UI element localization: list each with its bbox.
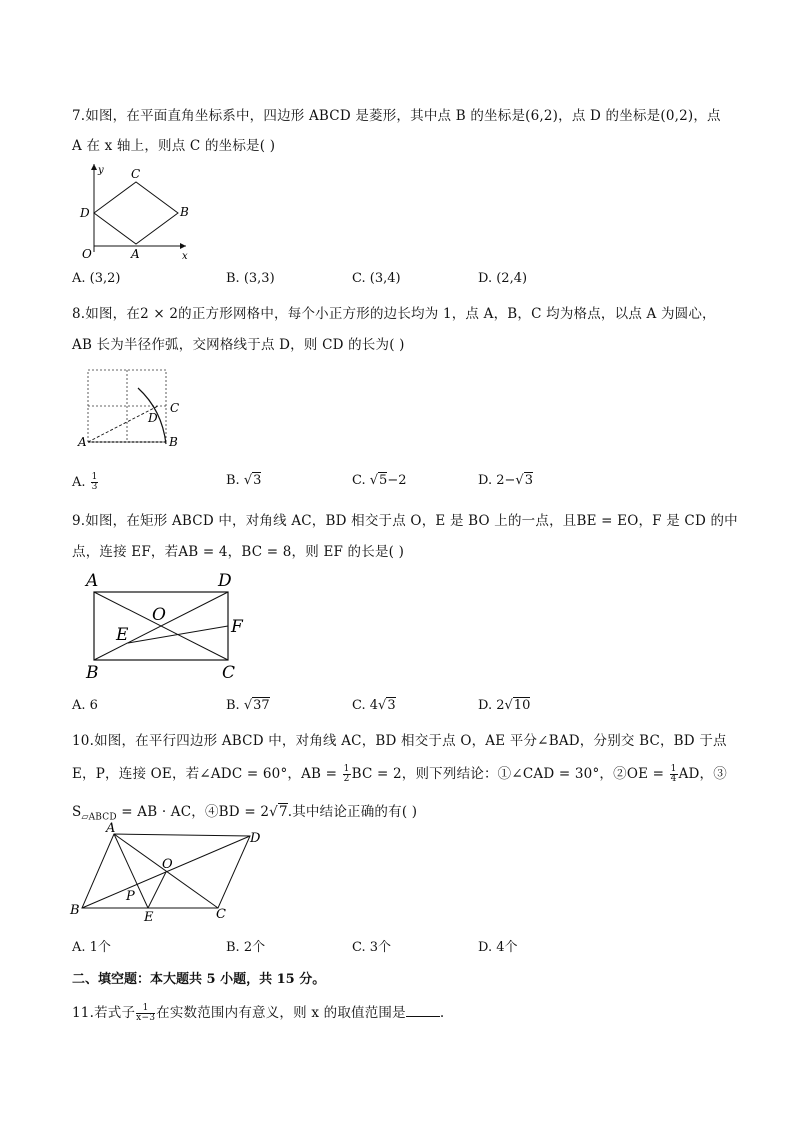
q7-option-a[interactable]: A. (3,2)	[72, 271, 121, 286]
q8-text-line1: 8.如图，在2 × 2的正方形网格中，每个小正方形的边长均为 1，点 A，B，C 均为格点，以点 A 为圆心，	[72, 306, 716, 322]
q9-label-a: A	[86, 571, 99, 591]
q10-label-e: E	[144, 910, 154, 922]
q9-option-a[interactable]: A. 6	[72, 698, 98, 713]
q7-label-y: y	[98, 165, 104, 176]
q9-label-e: E	[116, 625, 129, 645]
q8-option-d[interactable]: D. 2−√3	[478, 473, 533, 488]
q8-label-a: A	[78, 435, 87, 449]
q11-answer-blank[interactable]	[406, 1004, 440, 1017]
q9-text-line1: 9.如图，在矩形 ABCD 中，对角线 AC，BD 相交于点 O，E 是 BO 上的一点，且BE = EO，F 是 CD 的中	[72, 513, 738, 529]
q8-text-line2: AB 长为半径作弧，交网格线于点 D，则 CD 的长为( )	[72, 337, 405, 353]
q7-rhombus-figure	[76, 160, 196, 260]
q7-label-c: C	[131, 167, 141, 181]
q9-option-b[interactable]: B. √37	[226, 698, 270, 713]
q9-option-d[interactable]: D. 2√10	[478, 698, 531, 713]
q7-label-o: O	[82, 247, 92, 260]
q8-label-c: C	[170, 401, 180, 415]
q9-label-f: F	[231, 617, 243, 637]
q10-label-b: B	[70, 903, 80, 918]
q10-option-c[interactable]: C. 3个	[352, 940, 392, 955]
q7-label-b: B	[180, 205, 189, 219]
q10-label-o: O	[162, 857, 173, 872]
q10-option-a[interactable]: A. 1个	[72, 940, 111, 955]
q8-grid-figure	[76, 364, 186, 450]
q8-label-b: B	[169, 435, 178, 449]
q8-option-a[interactable]: A. $\frac{1}{3}$	[72, 472, 98, 492]
q7-label-d: D	[80, 206, 90, 220]
q9-label-b: B	[86, 663, 99, 682]
q10-text-line1: 10.如图，在平行四边形 ABCD 中，对角线 AC，BD 相交于点 O，AE 平分∠BAD，分别交 BC，BD 于点	[72, 733, 727, 749]
q8-option-a-denominator: 3	[91, 482, 98, 492]
q8-label-d: D	[148, 411, 158, 425]
q10-parallelogram-figure	[66, 822, 276, 922]
q9-option-c[interactable]: C. 4√3	[352, 698, 396, 713]
q7-text-line2: A 在 x 轴上，则点 C 的坐标是( )	[72, 138, 276, 154]
q9-rectangle-figure	[80, 568, 250, 682]
q10-text-line3: $S_{▱ABCD}$ = AB · AC，④BD = 2√7.其中结论正确的有( )	[72, 804, 418, 823]
q10-option-d[interactable]: D. 4个	[478, 940, 518, 955]
q9-label-c: C	[222, 663, 236, 682]
q10-label-d: D	[250, 831, 261, 846]
q10-label-c: C	[216, 907, 226, 922]
q8-option-c[interactable]: C. √5−2	[352, 473, 407, 488]
q8-option-a-numerator: 1	[91, 472, 98, 482]
q7-label-x: x	[182, 251, 188, 260]
q8-option-b[interactable]: B. √3	[226, 473, 262, 488]
q7-option-b[interactable]: B. (3,3)	[226, 271, 275, 286]
q11-text: 11.若式子 $\frac{1}{x-3}$ 在实数范围内有意义，则 x 的取值范围是 .	[72, 1003, 445, 1023]
q10-text-line2: E，P，连接 OE，若∠ADC = 60°，AB = $\frac{1}{2}$ BC = 2，则下列结论：①∠CAD = 30°，②OE = $\frac{1}{4}$ AD，③	[72, 764, 727, 784]
q10-label-a: A	[106, 822, 116, 836]
q10-label-p: P	[126, 889, 135, 904]
section-heading: 二、填空题：本大题共 5 小题，共 15 分。	[72, 972, 326, 987]
q7-text-line1: 7.如图，在平面直角坐标系中，四边形 ABCD 是菱形，其中点 B 的坐标是(6,2)，点 D 的坐标是(0,2)，点	[72, 108, 721, 124]
q9-text-line2: 点，连接 EF，若AB = 4，BC = 8，则 EF 的长是( )	[72, 544, 405, 560]
q10-option-b[interactable]: B. 2个	[226, 940, 266, 955]
q7-option-d[interactable]: D. (2,4)	[478, 271, 528, 286]
q9-label-d: D	[218, 571, 232, 591]
q7-label-a: A	[131, 247, 140, 260]
q7-option-c[interactable]: C. (3,4)	[352, 271, 401, 286]
q9-label-o: O	[152, 605, 166, 625]
